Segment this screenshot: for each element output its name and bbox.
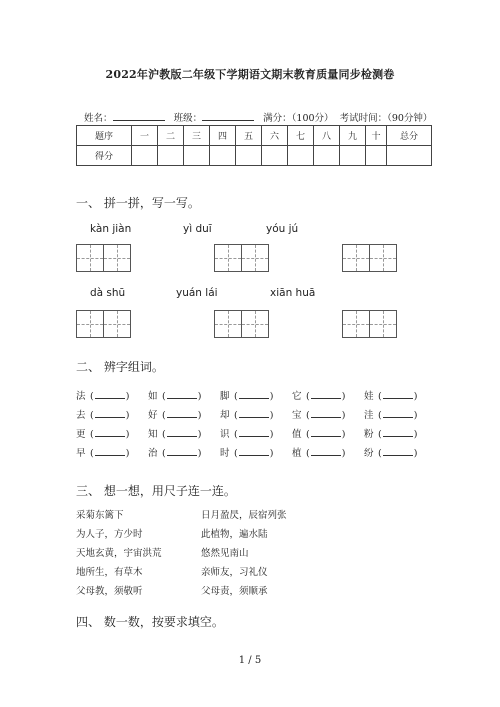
writing-cell[interactable] (103, 310, 131, 338)
name-blank[interactable] (113, 111, 165, 121)
word-char: 宝 (292, 410, 302, 421)
writing-cell[interactable] (214, 244, 242, 272)
answer-blank[interactable] (383, 428, 413, 437)
answer-blank[interactable] (311, 409, 341, 418)
writing-grid[interactable] (76, 310, 130, 338)
score-header-cell: 八 (314, 126, 340, 146)
writing-cell[interactable] (369, 244, 397, 272)
answer-blank[interactable] (167, 447, 197, 456)
word-item: 植 ( ) (292, 445, 364, 459)
match-right-item[interactable]: 父母责，须顺承 (201, 586, 268, 597)
class-blank[interactable] (202, 111, 254, 121)
word-item: 脚 ( ) (220, 388, 292, 402)
answer-blank[interactable] (239, 447, 269, 456)
answer-blank[interactable] (311, 390, 341, 399)
section4-heading: 四、 数一数，按要求填空。 (76, 615, 224, 629)
score-table (76, 125, 432, 166)
answer-blank[interactable] (383, 447, 413, 456)
answer-blank[interactable] (167, 390, 197, 399)
word-char: 法 (76, 391, 86, 402)
pinyin-label: yuán lái (176, 287, 218, 299)
page-number: 1 / 5 (238, 655, 262, 666)
score-header-cell: 七 (288, 126, 314, 146)
score-header-cell: 二 (158, 126, 184, 146)
answer-blank[interactable] (239, 409, 269, 418)
section3-heading: 三、 想一想，用尺子连一连。 (76, 484, 236, 498)
word-item: 早 ( ) (76, 445, 148, 459)
score-cell[interactable] (262, 146, 288, 166)
full-score-label: 满分：（100分） (263, 113, 334, 124)
word-item: 时 ( ) (220, 445, 292, 459)
score-cell[interactable] (340, 146, 366, 166)
word-char: 粉 (364, 429, 374, 440)
score-cell[interactable] (132, 146, 158, 166)
word-row (76, 426, 436, 440)
word-row (76, 388, 436, 402)
score-cell[interactable] (210, 146, 236, 166)
word-char: 去 (76, 410, 86, 421)
writing-cell[interactable] (241, 244, 269, 272)
answer-blank[interactable] (167, 409, 197, 418)
word-char: 好 (148, 410, 158, 421)
score-cell[interactable] (158, 146, 184, 166)
writing-cell[interactable] (342, 310, 370, 338)
match-left-item[interactable]: 地所生，有草木 (76, 567, 143, 578)
word-item: 却 ( ) (220, 407, 292, 421)
word-char: 娃 (364, 391, 374, 402)
writing-cell[interactable] (103, 244, 131, 272)
word-char: 纷 (364, 448, 374, 459)
pinyin-label: dà shū (90, 287, 126, 299)
word-char: 时 (220, 448, 230, 459)
score-header-cell: 题序 (77, 126, 132, 146)
writing-grid[interactable] (214, 310, 268, 338)
score-header-cell: 四 (210, 126, 236, 146)
word-item: 纷 ( ) (364, 445, 436, 459)
match-right-item[interactable]: 日月盈昃，辰宿列张 (201, 510, 287, 521)
score-header-cell: 十 (366, 126, 387, 146)
word-item: 如 ( ) (148, 388, 220, 402)
pinyin-label: yóu jú (266, 223, 299, 235)
word-item: 宝 ( ) (292, 407, 364, 421)
match-right-item[interactable]: 此植物，遍水陆 (201, 529, 268, 540)
answer-blank[interactable] (383, 390, 413, 399)
score-header-cell: 六 (262, 126, 288, 146)
score-cell[interactable] (288, 146, 314, 166)
word-item: 识 ( ) (220, 426, 292, 440)
word-char: 识 (220, 429, 230, 440)
score-header-cell: 九 (340, 126, 366, 146)
word-item: 它 ( ) (292, 388, 364, 402)
word-char: 植 (292, 448, 302, 459)
word-item: 洼 ( ) (364, 407, 436, 421)
match-right-item[interactable]: 悠然见南山 (201, 548, 249, 559)
score-cell[interactable] (236, 146, 262, 166)
exam-time-label: 考试时间：（90分钟） (339, 113, 433, 124)
word-row (76, 445, 436, 459)
score-cell[interactable] (366, 146, 387, 166)
score-cell[interactable] (184, 146, 210, 166)
writing-cell[interactable] (76, 244, 104, 272)
answer-blank[interactable] (167, 428, 197, 437)
word-item: 知 ( ) (148, 426, 220, 440)
match-left-item[interactable]: 为人子，方少时 (76, 529, 143, 540)
student-info-line (84, 110, 432, 124)
writing-grid[interactable] (342, 310, 396, 338)
answer-blank[interactable] (239, 428, 269, 437)
writing-grid[interactable] (214, 244, 268, 272)
answer-blank[interactable] (95, 409, 125, 418)
pinyin-label: kàn jiàn (90, 223, 132, 235)
match-left-item[interactable]: 天地玄黄，宇宙洪荒 (76, 548, 162, 559)
answer-blank[interactable] (95, 447, 125, 456)
word-item: 粉 ( ) (364, 426, 436, 440)
writing-cell[interactable] (342, 244, 370, 272)
score-row-label: 得分 (77, 146, 132, 166)
word-item: 法 ( ) (76, 388, 148, 402)
word-item: 值 ( ) (292, 426, 364, 440)
section1-heading: 一、 拼一拼，写一写。 (76, 196, 200, 210)
word-item: 娃 ( ) (364, 388, 436, 402)
word-char: 如 (148, 391, 158, 402)
word-item: 去 ( ) (76, 407, 148, 421)
word-char: 知 (148, 429, 158, 440)
score-cell[interactable] (314, 146, 340, 166)
match-right-item[interactable]: 亲师友，习礼仪 (201, 567, 268, 578)
score-header-cell: 总分 (387, 126, 432, 146)
word-char: 却 (220, 410, 230, 421)
writing-grid[interactable] (342, 244, 396, 272)
writing-cell[interactable] (76, 310, 104, 338)
score-table-score-row (77, 146, 432, 166)
score-table-header-row (77, 126, 432, 146)
pinyin-label: yì duī (183, 223, 212, 235)
score-header-cell: 一 (132, 126, 158, 146)
match-left-item[interactable]: 采菊东篱下 (76, 510, 124, 521)
match-left-item[interactable]: 父母教，须敬听 (76, 586, 143, 597)
answer-blank[interactable] (95, 428, 125, 437)
answer-blank[interactable] (383, 409, 413, 418)
section2-heading: 二、 辨字组词。 (76, 360, 164, 374)
name-label: 姓名： (84, 113, 113, 124)
word-char: 早 (76, 448, 86, 459)
word-item: 好 ( ) (148, 407, 220, 421)
answer-blank[interactable] (311, 428, 341, 437)
pinyin-label: xiān huā (270, 287, 316, 299)
writing-grid[interactable] (76, 244, 130, 272)
word-row (76, 407, 436, 421)
word-item: 更 ( ) (76, 426, 148, 440)
word-char: 治 (148, 448, 158, 459)
word-char: 值 (292, 429, 302, 440)
class-label: 班级： (173, 113, 203, 124)
page-title: 2022年沪教版二年级下学期语文期末教育质量同步检测卷 (105, 68, 395, 81)
answer-blank[interactable] (239, 390, 269, 399)
word-item: 治 ( ) (148, 445, 220, 459)
word-char: 更 (76, 429, 86, 440)
writing-cell[interactable] (214, 310, 242, 338)
answer-blank[interactable] (311, 447, 341, 456)
word-char: 它 (292, 391, 302, 402)
writing-cell[interactable] (369, 310, 397, 338)
score-cell[interactable] (387, 146, 432, 166)
score-header-cell: 五 (236, 126, 262, 146)
word-char: 脚 (220, 391, 230, 402)
writing-cell[interactable] (241, 310, 269, 338)
answer-blank[interactable] (95, 390, 125, 399)
score-header-cell: 三 (184, 126, 210, 146)
word-char: 洼 (364, 410, 374, 421)
